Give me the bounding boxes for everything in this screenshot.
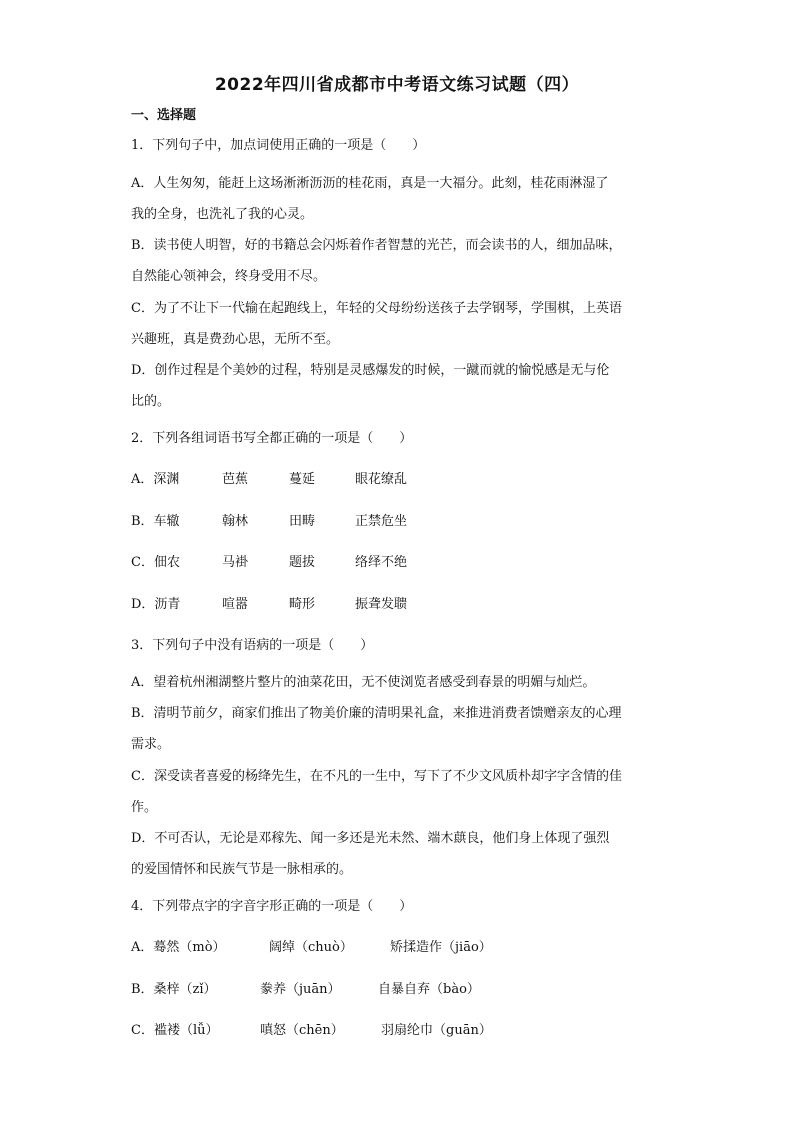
q2-c-word-2: 马褂 — [222, 555, 249, 570]
q3-option-d: D．不可否认，无论是邓稼先、闻一多还是光未然、端木蕻良，他们身上体现了强烈 — [131, 831, 610, 846]
q2-b-word-2: 翰林 — [222, 514, 249, 529]
q2-d-word-4: 振聋发聩 — [355, 597, 408, 612]
q2-a-word-4: 眼花缭乱 — [355, 472, 408, 487]
q2-a-word-3: 蔓延 — [289, 472, 316, 487]
q4-stem: 4．下列带点字的字音字形正确的一项是（ ） — [131, 899, 413, 914]
q1-option-d-cont: 比的。 — [131, 394, 171, 409]
q1-option-a: A．人生匆匆，能赶上这场淅淅沥沥的桂花雨，真是一大福分。此刻，桂花雨淋湿了 — [131, 176, 609, 191]
q1-option-d: D．创作过程是个美妙的过程，特别是灵感爆发的时候，一蹴而就的愉悦感是无与伦 — [131, 363, 610, 378]
q1-option-c-cont: 兴趣班，真是费劲心思，无所不至。 — [131, 332, 340, 347]
q3-option-d-cont: 的爱国情怀和民族气节是一脉相承的。 — [131, 862, 353, 877]
q2-d-word-3: 畸形 — [289, 597, 316, 612]
section-heading: 一、选择题 — [131, 108, 197, 123]
q2-c-word-1: C．佃农 — [131, 555, 180, 570]
q3-stem: 3．下列句子中没有语病的一项是（ ） — [131, 638, 374, 653]
q4-b-item-3: 自暴自弃（bào） — [378, 982, 480, 997]
q4-c-item-2: 嗔怒（chēn） — [260, 1023, 344, 1038]
q4-c-item-3: 羽扇纶巾（guān） — [381, 1023, 492, 1038]
q4-b-item-1: B．桑梓（zǐ） — [131, 982, 217, 997]
q4-a-item-1: A．蓦然（mò） — [131, 940, 226, 955]
q2-b-word-3: 田畴 — [289, 514, 316, 529]
q4-a-item-2: 阔绰（chuò） — [269, 940, 353, 955]
q3-option-c-cont: 作。 — [131, 800, 158, 815]
q2-b-word-4: 正禁危坐 — [355, 514, 408, 529]
q3-option-b: B．清明节前夕，商家们推出了物美价廉的清明果礼盒，来推进消费者馈赠亲友的心理 — [131, 706, 622, 721]
q4-c-item-1: C．褴褛（lǚ） — [131, 1023, 219, 1038]
q2-stem: 2．下列各组词语书写全都正确的一项是（ ） — [131, 431, 413, 446]
q1-stem: 1．下列句子中，加点词使用正确的一项是（ ） — [131, 138, 426, 153]
q2-c-word-4: 络绎不绝 — [355, 555, 408, 570]
q2-d-word-2: 喧嚣 — [222, 597, 249, 612]
q3-option-a: A．望着杭州湘湖整片整片的油菜花田，无不使浏览者感受到春景的明媚与灿烂。 — [131, 675, 596, 690]
q3-option-b-cont: 需求。 — [131, 737, 171, 752]
q1-option-b-cont: 自然能心领神会，终身受用不尽。 — [131, 269, 327, 284]
q2-a-word-1: A．深渊 — [131, 472, 180, 487]
q3-option-c: C．深受读者喜爱的杨绛先生，在不凡的一生中，写下了不少文风质朴却字字含情的佳 — [131, 769, 622, 784]
q1-option-c: C．为了不让下一代输在起跑线上，年轻的父母纷纷送孩子去学钢琴，学围棋，上英语 — [131, 301, 622, 316]
q1-option-b: B．读书使人明智，好的书籍总会闪烁着作者智慧的光芒，而会读书的人，细加品味， — [131, 238, 622, 253]
q2-a-word-2: 芭蕉 — [222, 472, 249, 487]
q4-a-item-3: 矫揉造作（jiāo） — [390, 940, 492, 955]
q2-c-word-3: 题拔 — [289, 555, 316, 570]
q4-b-item-2: 豢养（juān） — [260, 982, 341, 997]
q2-d-word-1: D．沥青 — [131, 597, 181, 612]
q2-b-word-1: B．车辙 — [131, 514, 180, 529]
q1-option-a-cont: 我的全身，也洗礼了我的心灵。 — [131, 207, 314, 222]
page-title: 2022年四川省成都市中考语文练习试题（四） — [214, 75, 580, 95]
